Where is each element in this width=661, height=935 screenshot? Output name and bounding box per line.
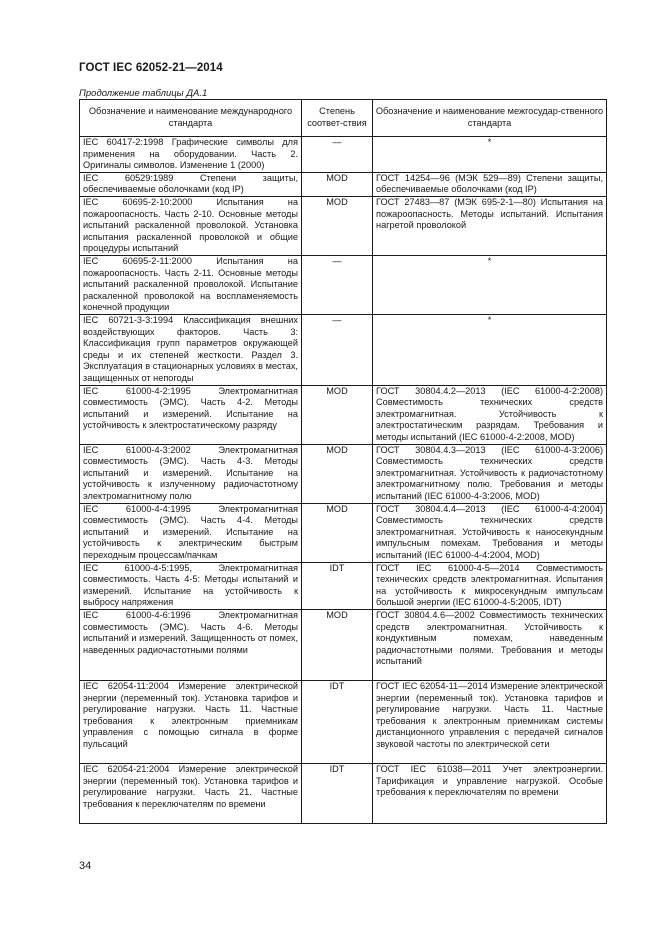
international-standard-cell: IEC 62054-21:2004 Измерение электрической энергии (переменный ток). Установка тарифов и регулирование нагрузки. Часть 21. Частные требования к переключателям по времени [80,763,302,823]
interstate-standard-cell: * [373,137,607,173]
interstate-standard-cell: * [373,314,607,385]
interstate-standard-cell: ГОСТ IEC 61000-4-5—2014 Совместимость технических средств электромагнитная. Испытания на устойчивость к микросекундным импульсам большой энергии (IEC 61000-4-5:2005, IDT) [373,562,607,609]
degree-cell: — [302,314,373,385]
international-standard-cell: IEC 60417-2:1998 Графические символы для применения на оборудовании. Часть 2. Оригиналы символов. Изменение 1 (2000) [80,137,302,173]
degree-cell: MOD [302,444,373,503]
column-header-degree: Степень соответ-ствия [302,100,373,137]
table-row [80,196,607,255]
international-standard-cell: IEC 61000-4-6:1996 Электромагнитная совместимость (ЭМС). Часть 4-6. Методы испытаний и измерений. Защищенность от помех, наведенных радиочастотными полями [80,609,302,680]
document-header: ГОСТ IEC 62052-21—2014 [79,62,223,74]
column-header-international-standard: Обозначение и наименование международного стандарта [80,100,302,137]
international-standard-cell: IEC 61000-4-5:1995, Электромагнитная совместимость. Часть 4-5: Методы испытаний и измерений. Испытание на устойчивость к выбросу напряжения [80,562,302,609]
interstate-standard-cell: ГОСТ 30804.4.3—2013 (IEC 61000-4-3:2006) Совместимость технических средств электромагнитная. Устойчивость к радиочастотному электромагнитному полю. Требования и методы испытаний (IEC 61000-4-3:2006, MOD) [373,444,607,503]
table-row [80,680,607,763]
international-standard-cell: IEC 60721-3-3:1994 Классификация внешних воздействующих факторов. Часть 3: Классификация групп параметров окружающей среды и их степеней жесткости. Раздел 3. Эксплуатация в стационарных условиях в местах, защищенных от непогоды [80,314,302,385]
interstate-standard-cell: ГОСТ IEC 62054-11—2014 Измерение электрической энергии (переменный ток). Установка тарифов и регулирование нагрузки. Часть 11. Частные требования к электронным приемникам системы дистанционного управления с передачей сигналов звуковой частоты по электрической сети [373,680,607,763]
degree-cell: MOD [302,385,373,444]
table-row [80,172,607,196]
degree-cell: IDT [302,763,373,823]
interstate-standard-cell: ГОСТ IEC 61038—2011 Учет электроэнергии. Тарификация и управление нагрузкой. Особые требования к переключателям по времени [373,763,607,823]
table-row [80,503,607,562]
table-row [80,137,607,173]
table-row [80,314,607,385]
table-row [80,763,607,823]
degree-cell: MOD [302,172,373,196]
column-header-interstate-standard: Обозначение и наименование межгосудар-ственного стандарта [373,100,607,137]
degree-cell: MOD [302,609,373,680]
degree-cell: — [302,137,373,173]
table-row [80,562,607,609]
international-standard-cell: IEC 61000-4-2:1995 Электромагнитная совместимость (ЭМС). Часть 4-2. Методы испытаний и измерений. Испытание на устойчивость к электростатическому разряду [80,385,302,444]
international-standard-cell: IEC 60695-2-11:2000 Испытания на пожароопасность. Часть 2-11. Основные методы испытаний раскаленной проволокой. Испытание раскаленной проволокой на воспламеняемость конечной продукции [80,255,302,314]
table-row [80,385,607,444]
degree-cell: IDT [302,680,373,763]
interstate-standard-cell: ГОСТ 30804.4.6—2002 Совместимость технических средств электромагнитная. Устойчивость к кондуктивным помехам, наведенным радиочастотными полями. Требования и методы испытаний [373,609,607,680]
interstate-standard-cell: * [373,255,607,314]
interstate-standard-cell: ГОСТ 14254—96 (МЭК 529—89) Степени защиты, обеспечиваемые оболочками (код IP) [373,172,607,196]
page-number: 34 [79,860,92,872]
degree-cell: — [302,255,373,314]
interstate-standard-cell: ГОСТ 30804.4.2—2013 (IEC 61000-4-2:2008) Совместимость технических средств электромагнитная. Устойчивость к электростатическим разрядам. Требования и методы испытаний (IEC 61000-4-2:2008, MOD) [373,385,607,444]
interstate-standard-cell: ГОСТ 27483—87 (МЭК 695-2-1—80) Испытания на пожароопасность. Методы испытаний. Испытания нагретой проволокой [373,196,607,255]
table-header-row [80,100,607,137]
international-standard-cell: IEC 62054-11:2004 Измерение электрической энергии (переменный ток). Установка тарифов и регулирование нагрузки. Часть 11. Частные требования к электронным приемникам управления с помощью сигнала в форме пульсаций [80,680,302,763]
interstate-standard-cell: ГОСТ 30804.4.4—2013 (IEC 61000-4-4:2004) Совместимость технических средств электромагнитная. Устойчивость к наносекундным импульсным помехам. Требования и методы испытаний (IEC 61000-4-4:2004, MOD) [373,503,607,562]
international-standard-cell: IEC 60695-2-10:2000 Испытания на пожароопасность. Часть 2-10. Основные методы испытаний раскаленной проволокой. Установка испытания раскаленной проволокой и общие процедуры испытаний [80,196,302,255]
degree-cell: IDT [302,562,373,609]
international-standard-cell: IEC 61000-4-4:1995 Электромагнитная совместимость (ЭМС). Часть 4-4. Методы испытаний и измерений. Испытание на устойчивость к электрическим быстрым переходным процессам/пачкам [80,503,302,562]
international-standard-cell: IEC 60529:1989 Степени защиты, обеспечиваемые оболочками (код IP) [80,172,302,196]
international-standard-cell: IEC 61000-4-3:2002 Электромагнитная совместимость (ЭМС). Часть 4-3. Методы испытаний и измерений. Испытание на устойчивость к излученному радиочастотному электромагнитному полю [80,444,302,503]
degree-cell: MOD [302,196,373,255]
table-continuation-caption: Продолжение таблицы ДА.1 [79,88,208,99]
standards-correspondence-table [79,99,607,824]
degree-cell: MOD [302,503,373,562]
table-row [80,609,607,680]
table-row [80,255,607,314]
table-row [80,444,607,503]
